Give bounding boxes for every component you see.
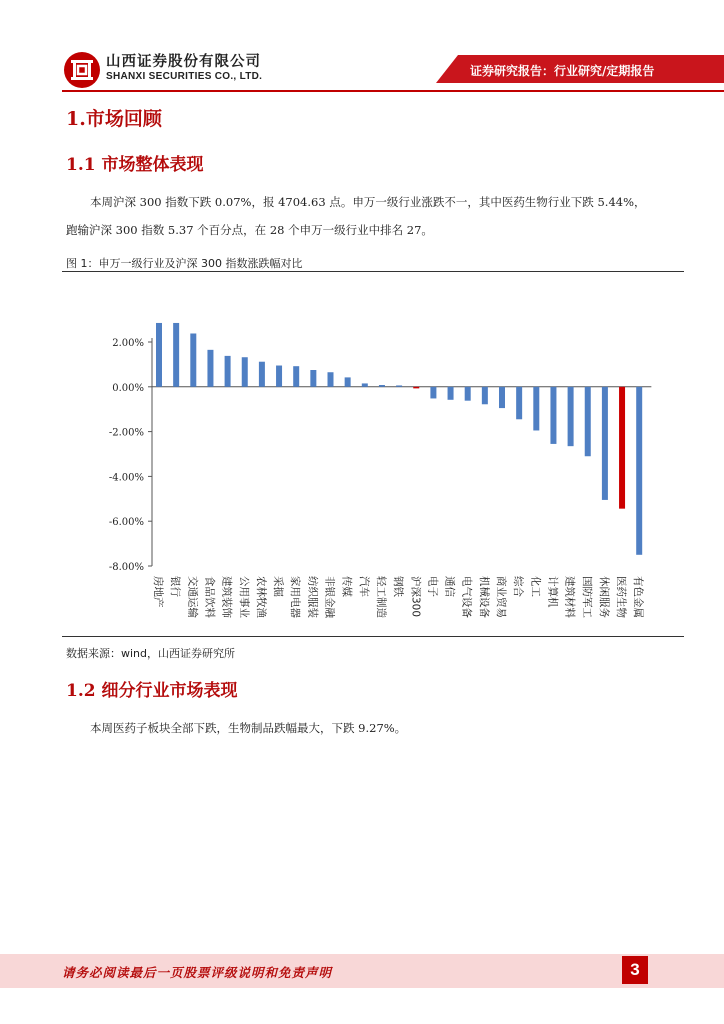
bar (516, 387, 522, 419)
page-number: 3 (622, 956, 648, 984)
x-category-label: 电子 (426, 576, 439, 597)
sub-industry-text: 本周医药子板块全部下跌，生物制品跌幅最大，下跌 9.27%。 (90, 721, 407, 735)
figure-caption: 图 1：申万一级行业及沪深 300 指数涨跌幅对比 (66, 257, 303, 270)
bar (173, 323, 179, 387)
bar (585, 387, 591, 456)
x-category-label: 国防军工 (580, 576, 593, 618)
bar (156, 323, 162, 387)
bar (533, 387, 539, 431)
bar (259, 362, 265, 387)
x-category-label: 采掘 (272, 576, 285, 597)
figure-top-rule (62, 271, 684, 272)
figure-bottom-rule (62, 636, 684, 637)
x-category-label: 非银金融 (323, 576, 336, 618)
footer-disclaimer: 请务必阅读最后一页股票评级说明和免责声明 (62, 965, 333, 980)
x-category-label: 交通运输 (186, 576, 199, 618)
bar (550, 387, 556, 444)
x-category-label: 电气设备 (460, 576, 473, 618)
report-type-label: 证券研究报告：行业研究/定期报告 (470, 64, 655, 78)
bar (293, 366, 299, 387)
x-category-label: 建筑材料 (563, 576, 576, 618)
section-title-overall-performance: 1.1 市场整体表现 (66, 155, 204, 175)
x-category-label: 商业贸易 (495, 576, 507, 618)
bar (568, 387, 574, 446)
x-category-label: 传媒 (340, 576, 353, 597)
y-tick-label: -8.00% (108, 562, 144, 573)
bar (448, 387, 454, 400)
y-tick-label: -4.00% (108, 472, 144, 484)
x-category-label: 医药生物 (615, 576, 628, 618)
bar (328, 372, 334, 387)
x-category-label: 房地产 (152, 576, 164, 608)
bar (413, 387, 419, 389)
overall-performance-text-line1: 本周沪深 300 指数下跌 0.07%，报 4704.63 点。申万一级行业涨跌不一，其中医药生物行业下跌 5.44%， (90, 195, 646, 209)
bar (465, 387, 471, 401)
x-category-label: 沪深300 (409, 576, 422, 618)
section-title-sub-industry: 1.2 细分行业市场表现 (66, 681, 238, 701)
bar (499, 387, 505, 408)
x-category-label: 有色金属 (632, 576, 645, 618)
x-category-label: 通信 (443, 576, 456, 597)
x-category-label: 休闲服务 (597, 576, 610, 618)
bar (310, 370, 316, 387)
bar (345, 377, 351, 386)
y-tick-label: -6.00% (108, 517, 144, 529)
y-tick-label: 0.00% (112, 382, 144, 394)
bar (636, 387, 642, 555)
section-title-market-review: 1.市场回顾 (66, 108, 162, 130)
x-category-label: 公用事业 (237, 576, 250, 618)
bar (242, 357, 248, 387)
header-divider (62, 90, 724, 92)
bar (225, 356, 231, 387)
bar (619, 387, 625, 509)
x-category-label: 家用电器 (289, 576, 302, 618)
y-tick-label: -2.00% (108, 427, 144, 439)
x-category-label: 计算机 (546, 576, 559, 608)
y-tick-label: 2.00% (112, 338, 144, 349)
x-category-label: 化工 (529, 576, 542, 597)
bar (430, 387, 436, 399)
bar (379, 385, 385, 387)
bar (190, 333, 196, 386)
x-category-label: 汽车 (357, 576, 370, 597)
x-category-label: 食品饮料 (203, 576, 216, 618)
x-category-label: 农林牧渔 (254, 576, 267, 618)
company-name-cn: 山西证券股份有限公司 (106, 54, 261, 70)
x-category-label: 综合 (512, 576, 525, 597)
x-category-label: 机械设备 (477, 576, 490, 618)
x-category-label: 钢铁 (392, 576, 405, 597)
x-category-label: 轻工制造 (374, 576, 387, 618)
figure-source: 数据来源：wind，山西证券研究所 (66, 647, 236, 660)
bar (276, 366, 282, 387)
bar (207, 350, 213, 387)
x-category-label: 银行 (169, 576, 182, 597)
overall-performance-text-line2: 跑输沪深 300 指数 5.37 个百分点，在 28 个申万一级行业中排名 27。 (66, 223, 433, 237)
industry-returns-bar-chart (62, 274, 684, 634)
bar (482, 387, 488, 404)
company-logo (62, 50, 102, 90)
bar (396, 385, 402, 386)
bar (602, 387, 608, 500)
company-name-en: SHANXI SECURITIES CO., LTD. (106, 71, 263, 82)
x-category-label: 建筑装饰 (220, 576, 233, 618)
x-category-label: 纺织服装 (306, 576, 319, 618)
bar (362, 383, 368, 386)
